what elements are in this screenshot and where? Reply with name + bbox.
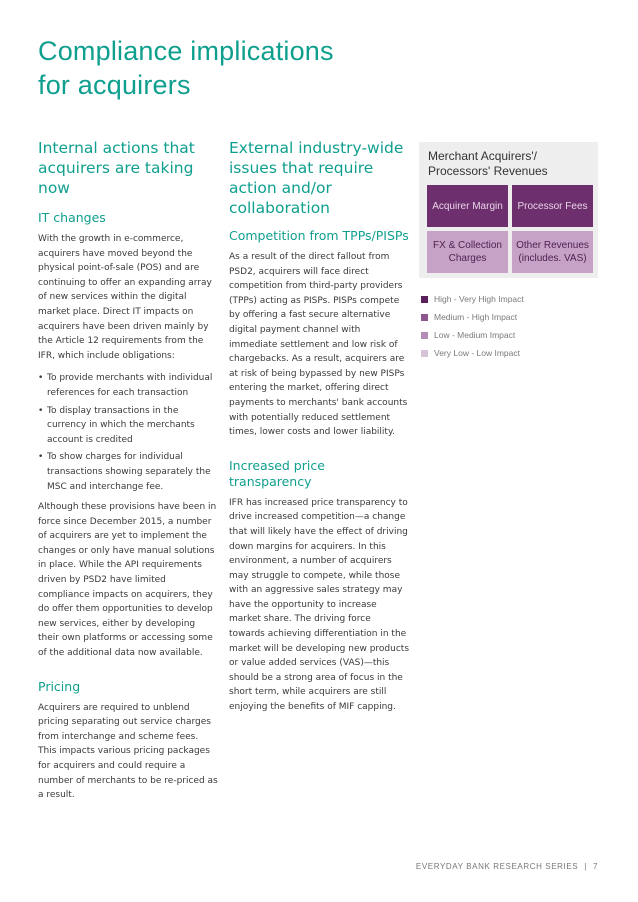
internal-actions-column [38,138,218,811]
box-label: Other Revenues (includes. VAS) [516,240,589,264]
transparency-paragraph: IFR has increased price transparency to drive increased competition—a change that will likely have the effect of driving down margins for acquirers. In this environment, a number of acquirers may struggle to compete, while those with an aggressive sales strategy may have the opportunity to increase market share. The driving force towards achieving differentiation in the market will be developing new products or value added services (VAS)—this should be a strong area of focus in the short term, while acquirers are still enjoying the benefits of MIF capping. [229,497,410,713]
competition-heading: Competition from TPPs/PISPs [229,228,409,243]
legend-swatch [421,296,428,303]
panel-title: Merchant Acquirers'/ Processors' Revenues [428,149,548,178]
legend-swatch [421,332,428,339]
obligations-list [38,371,218,494]
legend-swatch [421,314,428,321]
box-label: FX & Collection Charges [433,240,502,264]
footer-separator: | [584,862,587,871]
it-changes-heading: IT changes [38,210,106,225]
legend-item [421,290,601,308]
list-item: • To display transactions in the currency in which the merchants account is credited [38,404,218,448]
legend-swatch [421,350,428,357]
page-title-line-2: for acquirers [38,70,191,100]
legend-label: Low - Medium Impact [434,330,516,340]
series-name: EVERYDAY BANK RESEARCH SERIES [415,862,579,871]
box-label: Processor Fees [517,200,588,212]
legend-label: Very Low - Low Impact [434,348,520,358]
transparency-heading: Increased price transparency [229,457,325,489]
acquirer-margin-box [427,185,508,227]
list-item: • To show charges for individual transactions showing separately the MSC and interchange fee. [38,450,218,494]
legend-label: Medium - High Impact [434,312,518,322]
fx-collection-box [427,231,508,273]
page-title [38,34,438,102]
it-changes-paragraph: With the growth in e-commerce, acquirers have moved beyond the physical point-of-sale (POS) and are continuing to offer an expanding array of new services within the digital market place. Direct IT impacts on acquirers have been driven mainly by the Article 12 requirements from the IFR, which include obligations: [38,234,212,361]
page-number: 7 [592,862,598,871]
external-issues-column [229,138,409,723]
legend-item [421,344,601,362]
provisions-paragraph: Although these provisions have been in force since December 2015, a number of acquirers are yet to implement the changes or only have manual solutions in place. While the API requirements driven by PSD2 have limited compliance impacts on acquirers, they do offer them opportunities to develop new services, either by developing their own platforms or accessing some of the additional data now available. [38,502,217,659]
page-title-line-1: Compliance implications [38,36,334,66]
external-issues-heading: External industry-wide issues that require action and/or collaboration [229,139,404,217]
pricing-paragraph: Acquirers are required to unblend pricing separating out service charges from interchange and scheme fees. This impacts various pricing packages for acquirers and could require a number of merchants to be re-priced as a result. [38,702,218,801]
pricing-heading: Pricing [38,678,81,694]
legend-label: High - Very High Impact [434,294,524,304]
competition-paragraph: As a result of the direct fallout from PSD2, acquirers will face direct competition from third-party providers (TPPs) acting as PISPs. PISPs compete by offering a fast secure alternative digital payment channel with immediate settlement and low risk of chargebacks. As a result, acquirers are at risk of being bypassed by new PISPs entering the market, offering direct payments to merchants' bank accounts with potentially reduced settlement times, lower costs and lower liability. [229,252,408,438]
processor-fees-box [512,185,593,227]
revenues-panel [419,142,598,278]
other-revenues-box [512,231,593,273]
internal-actions-heading: Internal actions that acquirers are taking now [38,139,195,197]
list-item: • To provide merchants with individual references for each transaction [38,371,218,400]
legend-item [421,308,601,326]
impact-legend [421,290,601,362]
box-label: Acquirer Margin [432,200,503,212]
page-footer [416,862,598,871]
legend-item [421,326,601,344]
